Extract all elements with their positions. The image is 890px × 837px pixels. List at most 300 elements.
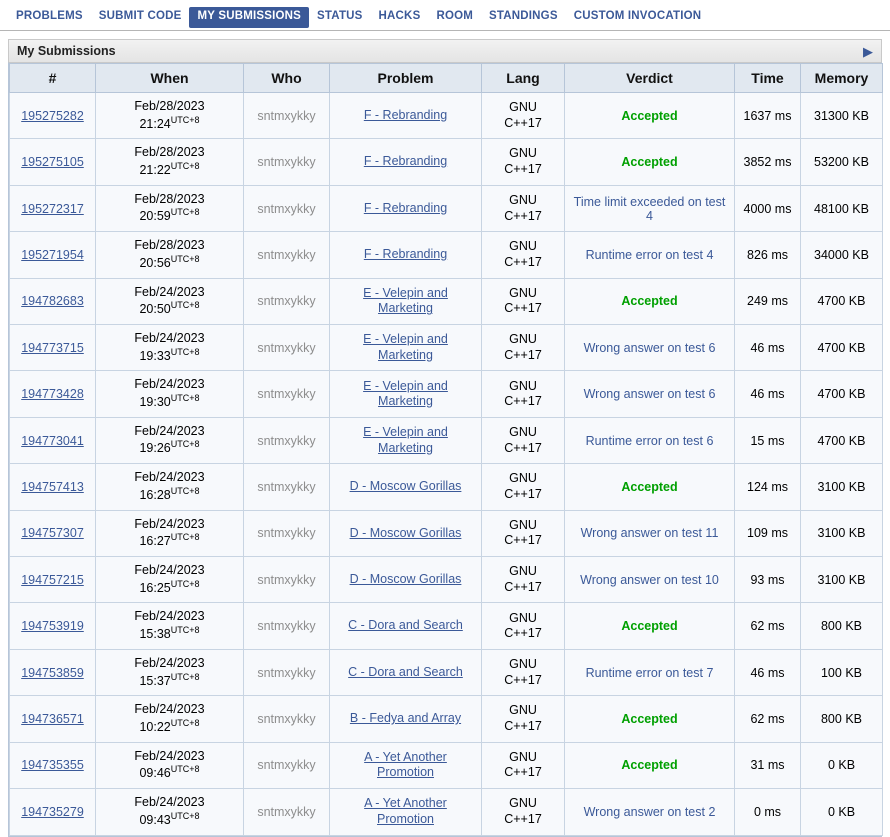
language-cell bbox=[482, 789, 565, 835]
submission-time bbox=[101, 439, 238, 457]
main-navigation bbox=[0, 0, 890, 31]
status-badge[interactable]: Wrong answer on test 10 bbox=[580, 572, 719, 587]
problem-cell bbox=[330, 557, 482, 603]
language-standard: C++17 bbox=[504, 347, 542, 362]
language-compiler: GNU bbox=[509, 239, 537, 254]
problem-cell bbox=[330, 464, 482, 510]
language-standard: C++17 bbox=[504, 486, 542, 501]
problem-link[interactable]: F - Rebranding bbox=[363, 107, 448, 122]
submission-date: Feb/24/2023 bbox=[134, 748, 205, 763]
language-standard: C++17 bbox=[504, 626, 542, 641]
status-badge[interactable]: Runtime error on test 6 bbox=[585, 433, 714, 448]
status-badge[interactable]: Accepted bbox=[621, 479, 678, 494]
submission-when-cell bbox=[96, 185, 244, 231]
submission-timezone: UTC+8 bbox=[170, 253, 200, 264]
verdict-cell bbox=[565, 278, 735, 324]
language-standard: C++17 bbox=[504, 579, 542, 594]
language-compiler: GNU bbox=[509, 517, 537, 532]
problem-link[interactable]: D - Moscow Gorillas bbox=[349, 571, 462, 586]
submission-time bbox=[101, 579, 238, 597]
submission-author-cell bbox=[244, 278, 330, 324]
submission-id-cell bbox=[10, 185, 96, 231]
column-header-time: Time bbox=[735, 64, 801, 93]
memory-cell: 4700 KB bbox=[801, 371, 883, 417]
problem-link[interactable]: E - Velepin and Marketing bbox=[363, 332, 448, 362]
submission-author-cell bbox=[244, 789, 330, 835]
submission-time-value: 20:56 bbox=[139, 256, 171, 270]
problem-link[interactable]: E - Velepin and Marketing bbox=[363, 424, 448, 455]
table-row bbox=[10, 510, 883, 556]
submission-date: Feb/24/2023 bbox=[134, 423, 205, 438]
submission-timezone: UTC+8 bbox=[170, 578, 200, 589]
nav-item-submit-code[interactable]: SUBMIT CODE bbox=[98, 10, 182, 22]
column-header-lang: Lang bbox=[482, 64, 565, 93]
submission-time bbox=[101, 115, 238, 133]
submissions-table bbox=[9, 63, 883, 836]
problem-cell bbox=[330, 417, 482, 463]
submission-time-value: 20:50 bbox=[139, 302, 171, 317]
language-standard: C++17 bbox=[504, 162, 542, 177]
submission-date: Feb/28/2023 bbox=[134, 191, 205, 206]
nav-item-problems[interactable]: PROBLEMS bbox=[16, 10, 83, 22]
submission-id-link[interactable]: 194753919 bbox=[21, 619, 84, 634]
submission-time-value: 09:43 bbox=[139, 812, 171, 827]
language-cell bbox=[482, 325, 565, 371]
status-badge[interactable]: Wrong answer on test 11 bbox=[580, 526, 719, 541]
submission-author-link[interactable]: sntmxykky bbox=[257, 526, 316, 541]
problem-cell bbox=[330, 649, 482, 695]
submission-when-cell bbox=[96, 742, 244, 788]
status-badge[interactable]: Time limit exceeded on test 4 bbox=[573, 194, 726, 223]
submission-id-link[interactable]: 195271954 bbox=[21, 247, 84, 262]
submission-id-cell bbox=[10, 649, 96, 695]
language-cell bbox=[482, 93, 565, 139]
table-row bbox=[10, 557, 883, 603]
verdict-cell bbox=[565, 185, 735, 231]
submission-time-value: 21:22 bbox=[139, 163, 171, 178]
submission-timezone: UTC+8 bbox=[170, 764, 200, 775]
status-badge[interactable]: Runtime error on test 4 bbox=[585, 247, 714, 262]
language-standard: C++17 bbox=[504, 254, 542, 269]
submission-time bbox=[101, 393, 238, 411]
problem-link[interactable]: A - Yet Another Promotion bbox=[364, 796, 447, 826]
execution-time-cell: 46 ms bbox=[735, 649, 801, 695]
submission-time bbox=[101, 625, 238, 643]
memory-cell: 3100 KB bbox=[801, 557, 883, 603]
language-compiler: GNU bbox=[509, 656, 537, 671]
submission-id-link[interactable]: 195272317 bbox=[21, 201, 84, 216]
panel-header bbox=[8, 39, 882, 62]
table-body bbox=[10, 93, 883, 836]
language-standard: C++17 bbox=[504, 811, 542, 826]
memory-cell: 31300 KB bbox=[801, 93, 883, 139]
submission-id-link[interactable]: 194753859 bbox=[21, 665, 84, 680]
submission-id-link[interactable]: 194757307 bbox=[21, 526, 84, 541]
memory-cell: 3100 KB bbox=[801, 510, 883, 556]
status-badge[interactable]: Accepted bbox=[621, 108, 678, 123]
nav-item-custom-invocation[interactable]: CUSTOM INVOCATION bbox=[573, 10, 702, 22]
language-cell bbox=[482, 696, 565, 742]
execution-time-cell: 93 ms bbox=[735, 557, 801, 603]
submission-date: Feb/24/2023 bbox=[134, 516, 205, 531]
page-title: My Submissions bbox=[17, 44, 116, 58]
problem-cell bbox=[330, 232, 482, 278]
problem-cell bbox=[330, 93, 482, 139]
submission-time-value: 21:24 bbox=[139, 116, 171, 131]
column-header-who: Who bbox=[244, 64, 330, 93]
verdict-cell bbox=[565, 649, 735, 695]
language-compiler: GNU bbox=[509, 192, 537, 207]
submission-when-cell bbox=[96, 510, 244, 556]
submission-date: Feb/24/2023 bbox=[134, 795, 205, 810]
problem-link[interactable]: A - Yet Another Promotion bbox=[364, 749, 447, 780]
table-row bbox=[10, 649, 883, 695]
verdict-cell bbox=[565, 510, 735, 556]
status-badge[interactable]: Accepted bbox=[621, 155, 678, 170]
submission-timezone: UTC+8 bbox=[170, 161, 200, 172]
execution-time-cell: 62 ms bbox=[735, 603, 801, 649]
problem-link[interactable]: D - Moscow Gorillas bbox=[349, 479, 462, 494]
problem-link[interactable]: D - Moscow Gorillas bbox=[349, 525, 462, 540]
submission-author-cell bbox=[244, 371, 330, 417]
table-row bbox=[10, 325, 883, 371]
submission-id-cell bbox=[10, 232, 96, 278]
submission-author-link[interactable]: sntmxykky bbox=[257, 804, 316, 819]
table-header bbox=[10, 64, 883, 93]
submission-when-cell bbox=[96, 232, 244, 278]
problem-cell bbox=[330, 603, 482, 649]
language-standard: C++17 bbox=[504, 672, 542, 687]
problem-cell bbox=[330, 185, 482, 231]
submission-id-cell bbox=[10, 417, 96, 463]
submission-author-cell bbox=[244, 603, 330, 649]
language-cell bbox=[482, 510, 565, 556]
submission-timezone: UTC+8 bbox=[170, 625, 200, 636]
memory-cell: 800 KB bbox=[801, 696, 883, 742]
language-cell bbox=[482, 278, 565, 324]
submission-when-cell bbox=[96, 789, 244, 835]
language-standard: C++17 bbox=[504, 765, 542, 780]
table-row bbox=[10, 696, 883, 742]
submission-id-link[interactable]: 194773428 bbox=[21, 387, 84, 402]
submission-author-cell bbox=[244, 649, 330, 695]
problem-cell bbox=[330, 510, 482, 556]
submission-id-cell bbox=[10, 742, 96, 788]
language-standard: C++17 bbox=[504, 533, 542, 548]
status-badge[interactable]: Runtime error on test 7 bbox=[585, 665, 714, 680]
submission-time-value: 19:26 bbox=[139, 441, 171, 456]
submission-author-link[interactable]: sntmxykky bbox=[257, 294, 316, 309]
problem-link[interactable]: C - Dora and Search bbox=[348, 664, 463, 679]
language-cell bbox=[482, 742, 565, 788]
submission-id-link[interactable]: 194773715 bbox=[21, 340, 84, 355]
submission-author-link[interactable]: sntmxykky bbox=[257, 572, 316, 587]
submission-timezone: UTC+8 bbox=[170, 300, 200, 311]
verdict-cell bbox=[565, 557, 735, 603]
language-cell bbox=[482, 417, 565, 463]
submission-id-link[interactable]: 194757215 bbox=[21, 572, 84, 587]
memory-cell: 0 KB bbox=[801, 789, 883, 835]
verdict-cell bbox=[565, 464, 735, 510]
problem-link[interactable]: B - Fedya and Array bbox=[349, 711, 462, 726]
table-row bbox=[10, 185, 883, 231]
submission-time-value: 09:46 bbox=[139, 766, 171, 781]
submission-author-link[interactable]: sntmxykky bbox=[257, 433, 316, 448]
verdict-cell bbox=[565, 325, 735, 371]
language-compiler: GNU bbox=[509, 146, 537, 161]
submission-author-link[interactable]: sntmxykky bbox=[257, 340, 316, 355]
submission-when-cell bbox=[96, 417, 244, 463]
nav-item-status[interactable]: STATUS bbox=[317, 10, 363, 22]
submission-time-value: 15:37 bbox=[139, 673, 171, 688]
table-row bbox=[10, 417, 883, 463]
problem-link[interactable]: E - Velepin and Marketing bbox=[363, 285, 448, 316]
submission-id-cell bbox=[10, 93, 96, 139]
language-cell bbox=[482, 232, 565, 278]
submission-id-cell bbox=[10, 603, 96, 649]
submission-author-cell bbox=[244, 696, 330, 742]
submission-id-cell bbox=[10, 371, 96, 417]
status-badge[interactable]: Wrong answer on test 6 bbox=[583, 387, 716, 402]
table-row bbox=[10, 742, 883, 788]
submission-id-cell bbox=[10, 557, 96, 603]
submission-date: Feb/28/2023 bbox=[134, 238, 205, 253]
table-row bbox=[10, 139, 883, 185]
memory-cell: 34000 KB bbox=[801, 232, 883, 278]
submission-date: Feb/24/2023 bbox=[134, 702, 205, 717]
execution-time-cell: 109 ms bbox=[735, 510, 801, 556]
submission-when-cell bbox=[96, 278, 244, 324]
memory-cell: 100 KB bbox=[801, 649, 883, 695]
memory-cell: 53200 KB bbox=[801, 139, 883, 185]
submission-date: Feb/24/2023 bbox=[134, 609, 205, 624]
submission-author-link[interactable]: sntmxykky bbox=[257, 479, 316, 494]
verdict-cell bbox=[565, 371, 735, 417]
submission-author-link[interactable]: sntmxykky bbox=[257, 247, 316, 262]
language-compiler: GNU bbox=[509, 703, 537, 718]
status-badge[interactable]: Accepted bbox=[621, 294, 678, 309]
submission-when-cell bbox=[96, 371, 244, 417]
memory-cell: 4700 KB bbox=[801, 417, 883, 463]
submission-date: Feb/24/2023 bbox=[134, 470, 205, 485]
submission-when-cell bbox=[96, 139, 244, 185]
status-badge[interactable]: Accepted bbox=[621, 758, 678, 773]
language-cell bbox=[482, 185, 565, 231]
submission-id-link[interactable]: 194782683 bbox=[21, 294, 84, 309]
submission-time bbox=[101, 532, 238, 550]
column-header-verdict: Verdict bbox=[565, 64, 735, 93]
submission-id-link[interactable]: 194773041 bbox=[21, 433, 84, 448]
submission-id-link[interactable]: 195275105 bbox=[21, 155, 84, 170]
table-row bbox=[10, 278, 883, 324]
submission-time bbox=[101, 486, 238, 504]
language-compiler: GNU bbox=[509, 796, 537, 811]
table-row bbox=[10, 603, 883, 649]
submission-time-value: 19:30 bbox=[139, 395, 171, 410]
problem-link[interactable]: F - Rebranding bbox=[363, 200, 448, 215]
submission-author-link[interactable]: sntmxykky bbox=[257, 711, 316, 726]
language-cell bbox=[482, 603, 565, 649]
column-header-memory: Memory bbox=[801, 64, 883, 93]
submission-id-link[interactable]: 194757413 bbox=[21, 479, 84, 494]
submission-timezone: UTC+8 bbox=[170, 346, 200, 357]
memory-cell: 0 KB bbox=[801, 742, 883, 788]
submission-when-cell bbox=[96, 93, 244, 139]
language-standard: C++17 bbox=[504, 115, 542, 130]
submission-id-cell bbox=[10, 464, 96, 510]
submission-time-value: 19:33 bbox=[139, 348, 171, 363]
nav-item-room[interactable]: ROOM bbox=[436, 10, 474, 22]
submission-time bbox=[101, 300, 238, 318]
submission-date: Feb/24/2023 bbox=[134, 563, 205, 578]
submission-author-link[interactable]: sntmxykky bbox=[257, 665, 316, 680]
submission-timezone: UTC+8 bbox=[170, 671, 200, 682]
verdict-cell bbox=[565, 232, 735, 278]
execution-time-cell: 1637 ms bbox=[735, 93, 801, 139]
nav-item-hacks[interactable]: HACKS bbox=[378, 10, 421, 22]
submission-time bbox=[101, 254, 238, 272]
submission-id-cell bbox=[10, 510, 96, 556]
submission-id-cell bbox=[10, 278, 96, 324]
execution-time-cell: 124 ms bbox=[735, 464, 801, 510]
language-cell bbox=[482, 649, 565, 695]
execution-time-cell: 62 ms bbox=[735, 696, 801, 742]
submission-time-value: 20:59 bbox=[139, 209, 171, 224]
problem-link[interactable]: F - Rebranding bbox=[363, 154, 448, 169]
language-standard: C++17 bbox=[504, 440, 542, 455]
status-badge[interactable]: Wrong answer on test 6 bbox=[583, 340, 716, 355]
submission-author-cell bbox=[244, 557, 330, 603]
submission-timezone: UTC+8 bbox=[170, 532, 200, 543]
execution-time-cell: 46 ms bbox=[735, 325, 801, 371]
language-standard: C++17 bbox=[504, 718, 542, 733]
submission-when-cell bbox=[96, 557, 244, 603]
problem-cell bbox=[330, 139, 482, 185]
submission-time bbox=[101, 161, 238, 179]
execution-time-cell: 249 ms bbox=[735, 278, 801, 324]
submission-time-value: 10:22 bbox=[139, 720, 171, 735]
status-badge[interactable]: Wrong answer on test 2 bbox=[583, 804, 716, 819]
verdict-cell bbox=[565, 742, 735, 788]
submission-date: Feb/24/2023 bbox=[134, 284, 205, 299]
table-row bbox=[10, 789, 883, 835]
table-row bbox=[10, 464, 883, 510]
nav-item-standings[interactable]: STANDINGS bbox=[489, 10, 558, 22]
problem-link[interactable]: E - Velepin and Marketing bbox=[363, 378, 448, 409]
submission-author-link[interactable]: sntmxykky bbox=[257, 108, 316, 123]
column-header-problem: Problem bbox=[330, 64, 482, 93]
submission-id-link[interactable]: 194735279 bbox=[21, 804, 84, 819]
submission-id-cell bbox=[10, 789, 96, 835]
submission-time bbox=[101, 718, 238, 736]
submission-time-value: 16:27 bbox=[139, 534, 171, 549]
submission-author-cell bbox=[244, 185, 330, 231]
problem-cell bbox=[330, 742, 482, 788]
submission-author-cell bbox=[244, 139, 330, 185]
submission-date: Feb/24/2023 bbox=[134, 655, 205, 670]
submission-time-value: 16:28 bbox=[139, 488, 171, 503]
language-compiler: GNU bbox=[509, 424, 537, 439]
execution-time-cell: 4000 ms bbox=[735, 185, 801, 231]
table-row bbox=[10, 371, 883, 417]
submission-author-cell bbox=[244, 464, 330, 510]
language-standard: C++17 bbox=[504, 394, 542, 409]
language-cell bbox=[482, 371, 565, 417]
submission-time bbox=[101, 672, 238, 690]
submission-when-cell bbox=[96, 464, 244, 510]
table-row bbox=[10, 93, 883, 139]
memory-cell: 800 KB bbox=[801, 603, 883, 649]
memory-cell: 4700 KB bbox=[801, 325, 883, 371]
submission-author-cell bbox=[244, 510, 330, 556]
status-badge[interactable]: Accepted bbox=[621, 619, 678, 634]
verdict-cell bbox=[565, 696, 735, 742]
submission-id-link[interactable]: 194736571 bbox=[21, 711, 84, 726]
submission-author-link[interactable]: sntmxykky bbox=[257, 619, 316, 634]
verdict-cell bbox=[565, 603, 735, 649]
submission-timezone: UTC+8 bbox=[170, 439, 200, 450]
execution-time-cell: 826 ms bbox=[735, 232, 801, 278]
chevron-right-icon[interactable]: ▶ bbox=[863, 43, 873, 59]
submission-date: Feb/24/2023 bbox=[134, 377, 205, 392]
memory-cell: 4700 KB bbox=[801, 278, 883, 324]
problem-cell bbox=[330, 325, 482, 371]
status-badge[interactable]: Accepted bbox=[621, 711, 678, 726]
verdict-cell bbox=[565, 139, 735, 185]
submission-id-link[interactable]: 195275282 bbox=[21, 108, 84, 123]
language-cell bbox=[482, 464, 565, 510]
problem-link[interactable]: C - Dora and Search bbox=[348, 618, 463, 633]
language-compiler: GNU bbox=[509, 100, 537, 115]
submission-timezone: UTC+8 bbox=[170, 393, 200, 404]
submission-author-link[interactable]: sntmxykky bbox=[257, 387, 316, 402]
submission-time bbox=[101, 207, 238, 225]
submission-time bbox=[101, 347, 238, 365]
submission-when-cell bbox=[96, 603, 244, 649]
execution-time-cell: 46 ms bbox=[735, 371, 801, 417]
submission-id-cell bbox=[10, 139, 96, 185]
column-header-when: When bbox=[96, 64, 244, 93]
submission-date: Feb/28/2023 bbox=[134, 99, 205, 113]
submission-author-cell bbox=[244, 232, 330, 278]
execution-time-cell: 31 ms bbox=[735, 742, 801, 788]
problem-cell bbox=[330, 371, 482, 417]
submission-timezone: UTC+8 bbox=[170, 207, 200, 218]
nav-item-my-submissions[interactable]: MY SUBMISSIONS bbox=[189, 7, 309, 28]
submission-time bbox=[101, 764, 238, 782]
submission-author-link[interactable]: sntmxykky bbox=[257, 155, 316, 170]
language-compiler: GNU bbox=[509, 471, 537, 486]
submission-author-cell bbox=[244, 742, 330, 788]
submission-author-cell bbox=[244, 93, 330, 139]
submission-id-link[interactable]: 194735355 bbox=[21, 758, 84, 773]
submission-author-link[interactable]: sntmxykky bbox=[257, 758, 316, 773]
language-compiler: GNU bbox=[509, 378, 537, 393]
language-compiler: GNU bbox=[509, 749, 537, 764]
execution-time-cell: 15 ms bbox=[735, 417, 801, 463]
problem-link[interactable]: F - Rebranding bbox=[363, 247, 448, 262]
submission-id-cell bbox=[10, 696, 96, 742]
language-compiler: GNU bbox=[509, 564, 537, 579]
problem-cell bbox=[330, 278, 482, 324]
submission-when-cell bbox=[96, 696, 244, 742]
submission-author-cell bbox=[244, 325, 330, 371]
language-compiler: GNU bbox=[509, 332, 537, 347]
submission-date: Feb/28/2023 bbox=[134, 145, 205, 160]
submission-timezone: UTC+8 bbox=[170, 810, 200, 821]
submission-time bbox=[101, 811, 238, 829]
submission-author-link[interactable]: sntmxykky bbox=[257, 201, 316, 216]
